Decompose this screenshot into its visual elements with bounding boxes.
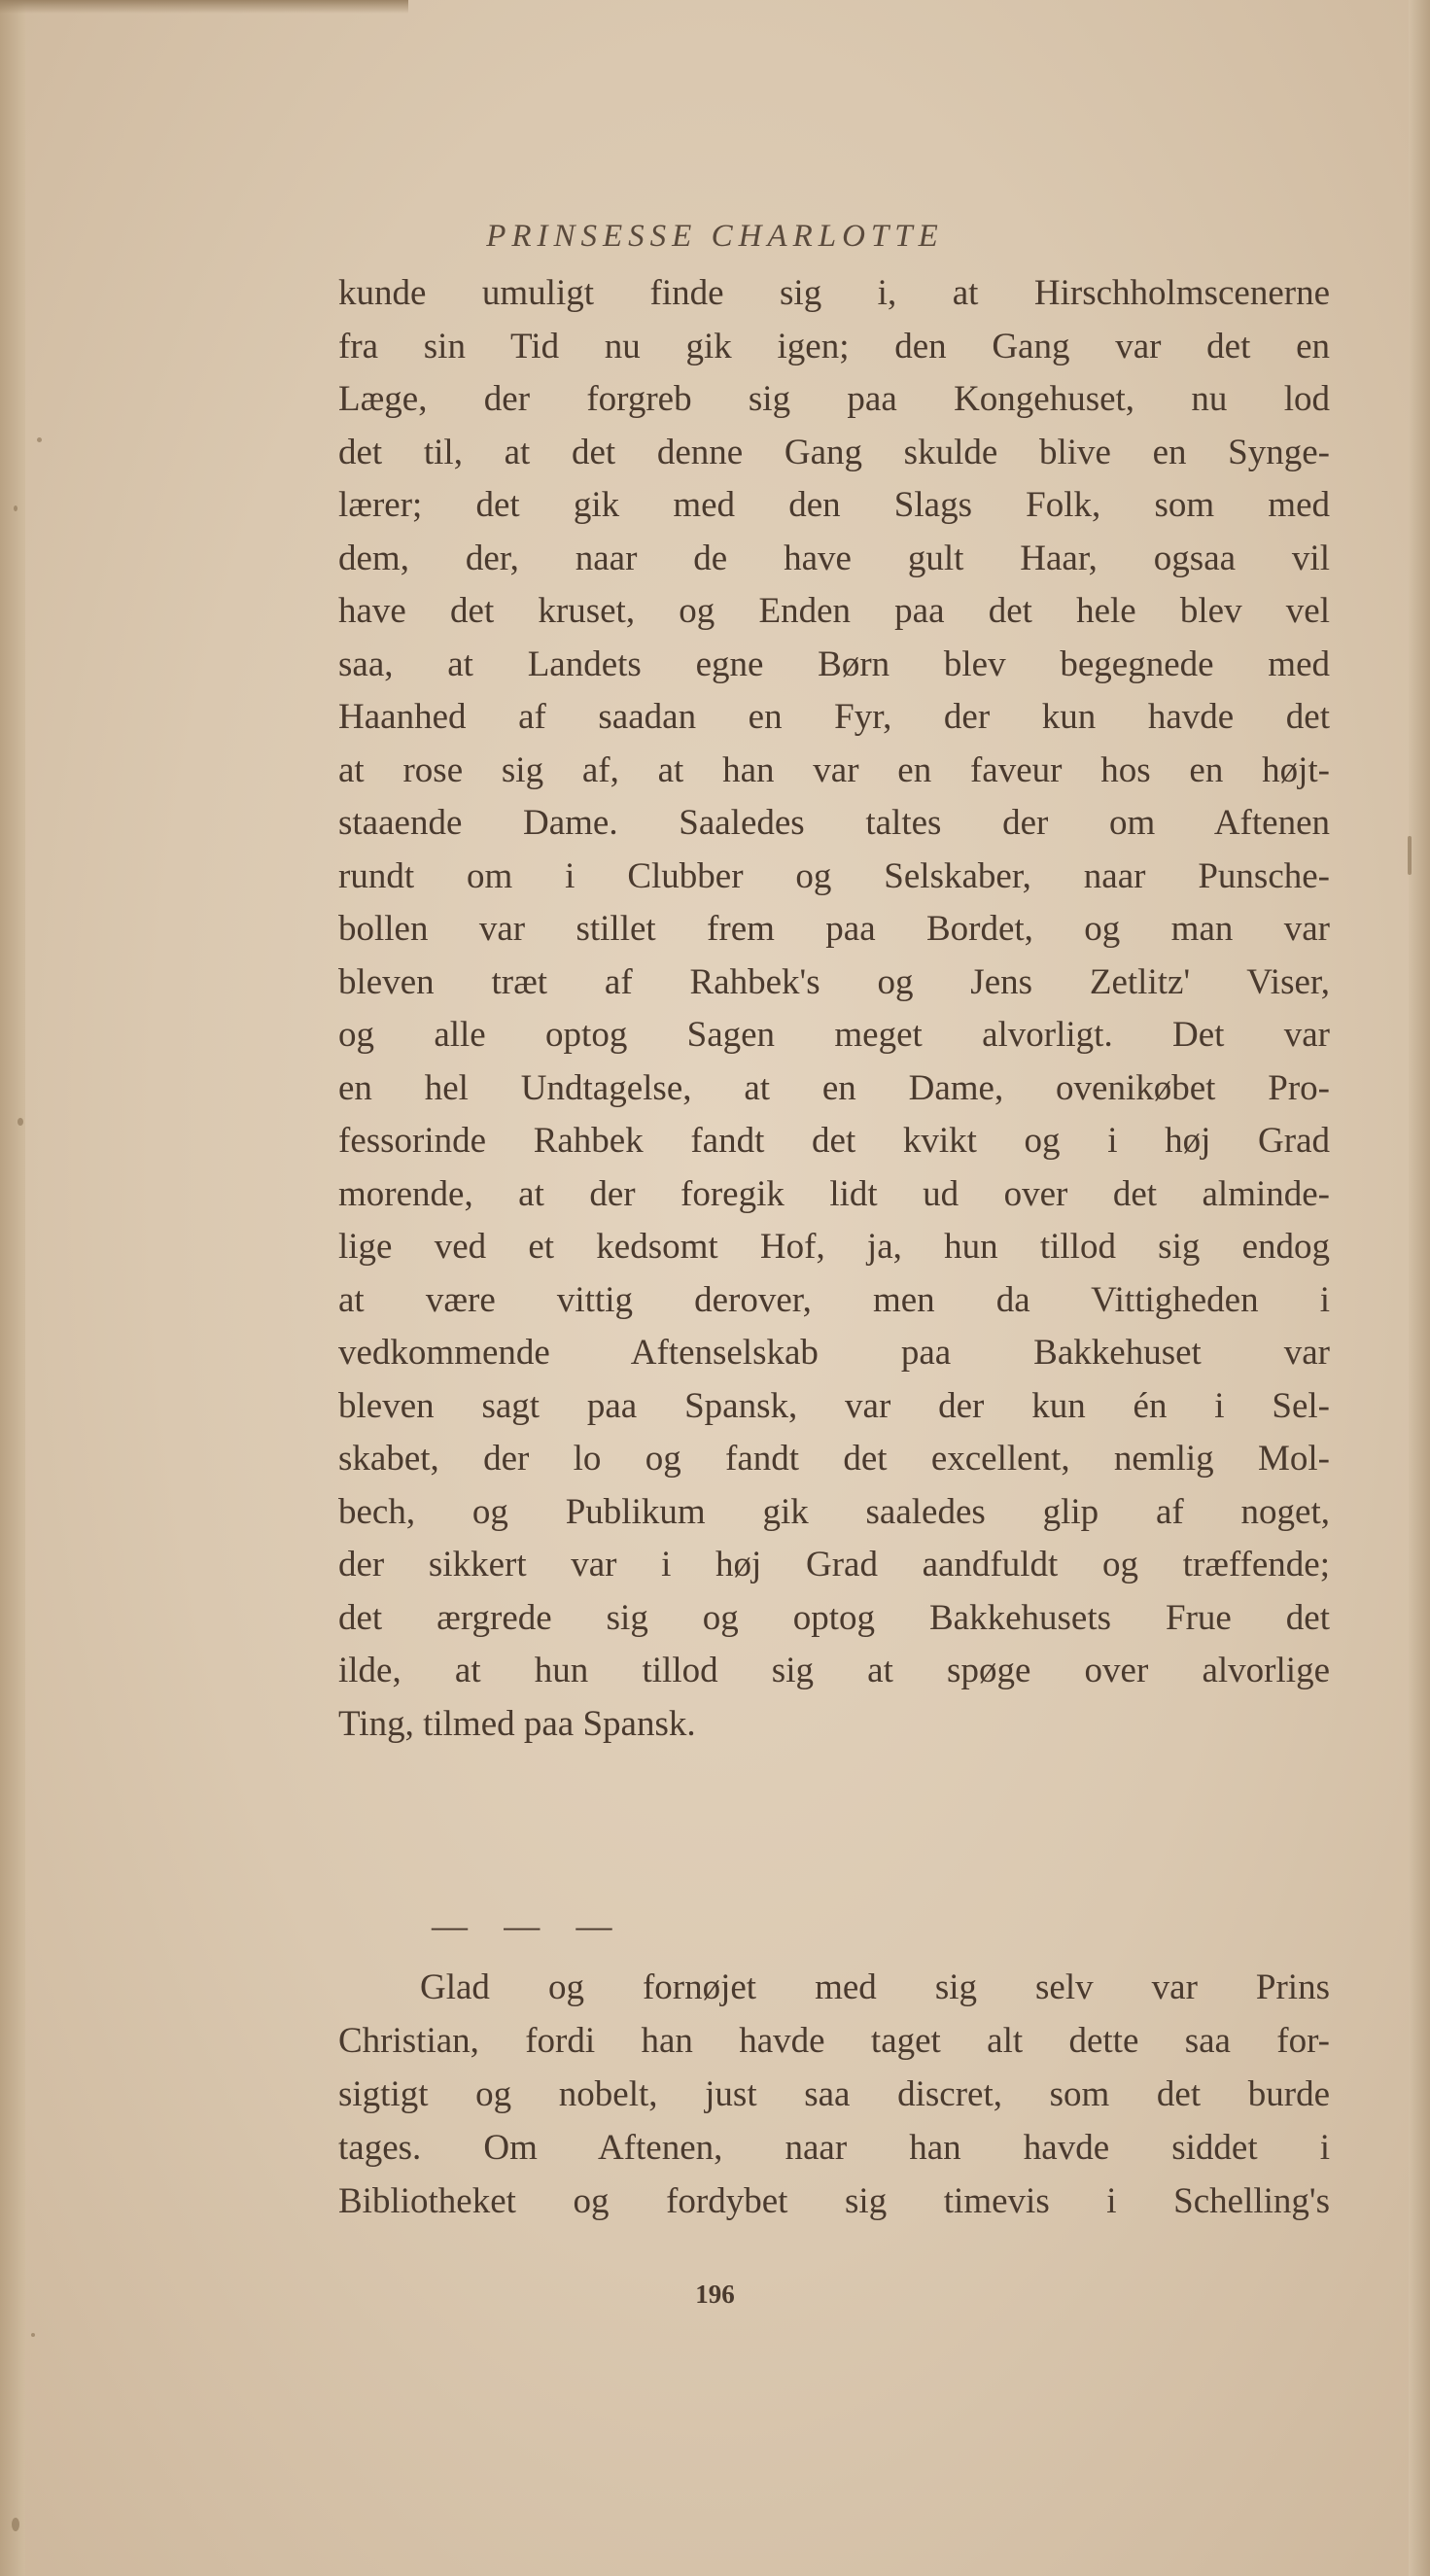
text-line: lige ved et kedsomt Hof, ja, hun tillod sig endog	[338, 1227, 1330, 1267]
text-line: Bibliotheket og fordybet sig timevis i Schelling's	[338, 2181, 1330, 2221]
text-line: dem, der, naar de have gult Haar, ogsaa vil	[338, 538, 1330, 578]
text-line: kunde umuligt finde sig i, at Hirschholmscenerne	[338, 273, 1330, 313]
text-line: bleven sagt paa Spansk, var der kun én i Sel-	[338, 1385, 1330, 1426]
text-line: skabet, der lo og fandt det excellent, nemlig Mol-	[338, 1439, 1330, 1479]
top-edge-shadow	[0, 0, 408, 14]
paper-fleck	[37, 437, 42, 442]
text-line: bollen var stillet frem paa Bordet, og man var	[338, 909, 1330, 949]
text-line: det ærgrede sig og optog Bakkehusets Frue det	[338, 1597, 1330, 1638]
text-line: sigtigt og nobelt, just saa discret, som det burde	[338, 2074, 1330, 2114]
paragraph-second	[338, 1961, 1330, 2228]
text-line: Ting, tilmed paa Spansk.	[338, 1703, 696, 1744]
text-line: have det kruset, og Enden paa det hele blev vel	[338, 591, 1330, 631]
paragraph-main	[338, 267, 1330, 1751]
text-line: det til, at det denne Gang skulde blive en Synge-	[338, 432, 1330, 472]
paper-fleck	[1408, 836, 1412, 875]
text-line: morende, at der foregik lidt ud over det alminde-	[338, 1173, 1330, 1214]
text-line: Læge, der forgreb sig paa Kongehuset, nu lod	[338, 379, 1330, 419]
text-line: Haanhed af saadan en Fyr, der kun havde det	[338, 697, 1330, 737]
text-line: at rose sig af, at han var en faveur hos en højt-	[338, 749, 1330, 790]
section-separator: — — —	[432, 1906, 626, 1946]
running-header: PRINSESSE CHARLOTTE	[486, 219, 944, 254]
paper-fleck	[17, 1118, 23, 1126]
text-line: Glad og fornøjet med sig selv var Prins	[420, 1967, 1330, 2007]
text-line: vedkommende Aftenselskab paa Bakkehuset var	[338, 1333, 1330, 1373]
text-line: lærer; det gik med den Slags Folk, som med	[338, 485, 1330, 525]
page-number: 196	[695, 2280, 735, 2309]
text-line: at være vittig derover, men da Vittigheden i	[338, 1279, 1330, 1320]
text-line: bleven træt af Rahbek's og Jens Zetlitz' Viser,	[338, 961, 1330, 1002]
text-line: en hel Undtagelse, at en Dame, ovenikøbet Pro-	[338, 1067, 1330, 1108]
text-line: rundt om i Clubber og Selskaber, naar Punsche-	[338, 855, 1330, 896]
text-line: der sikkert var i høj Grad aandfuldt og træffende;	[338, 1545, 1330, 1584]
paper-fleck	[12, 2518, 19, 2531]
text-line: staaende Dame. Saaledes taltes der om Aftenen	[338, 803, 1330, 843]
page-left-edge	[0, 0, 25, 2576]
paper-fleck	[31, 2333, 35, 2337]
text-line: fessorinde Rahbek fandt det kvikt og i høj Grad	[338, 1121, 1330, 1161]
text-line: ilde, at hun tillod sig at spøge over alvorlige	[338, 1651, 1330, 1690]
paper-fleck	[14, 505, 17, 511]
text-line: bech, og Publikum gik saaledes glip af noget,	[338, 1491, 1330, 1532]
text-line: Christian, fordi han havde taget alt dette saa for-	[338, 2021, 1330, 2061]
text-line: fra sin Tid nu gik igen; den Gang var det en	[338, 326, 1330, 366]
text-line: tages. Om Aftenen, naar han havde siddet i	[338, 2128, 1330, 2168]
text-line: saa, at Landets egne Børn blev begegnede med	[338, 644, 1330, 684]
text-line: og alle optog Sagen meget alvorligt. Det var	[338, 1015, 1330, 1055]
page-right-edge	[1409, 0, 1430, 2576]
